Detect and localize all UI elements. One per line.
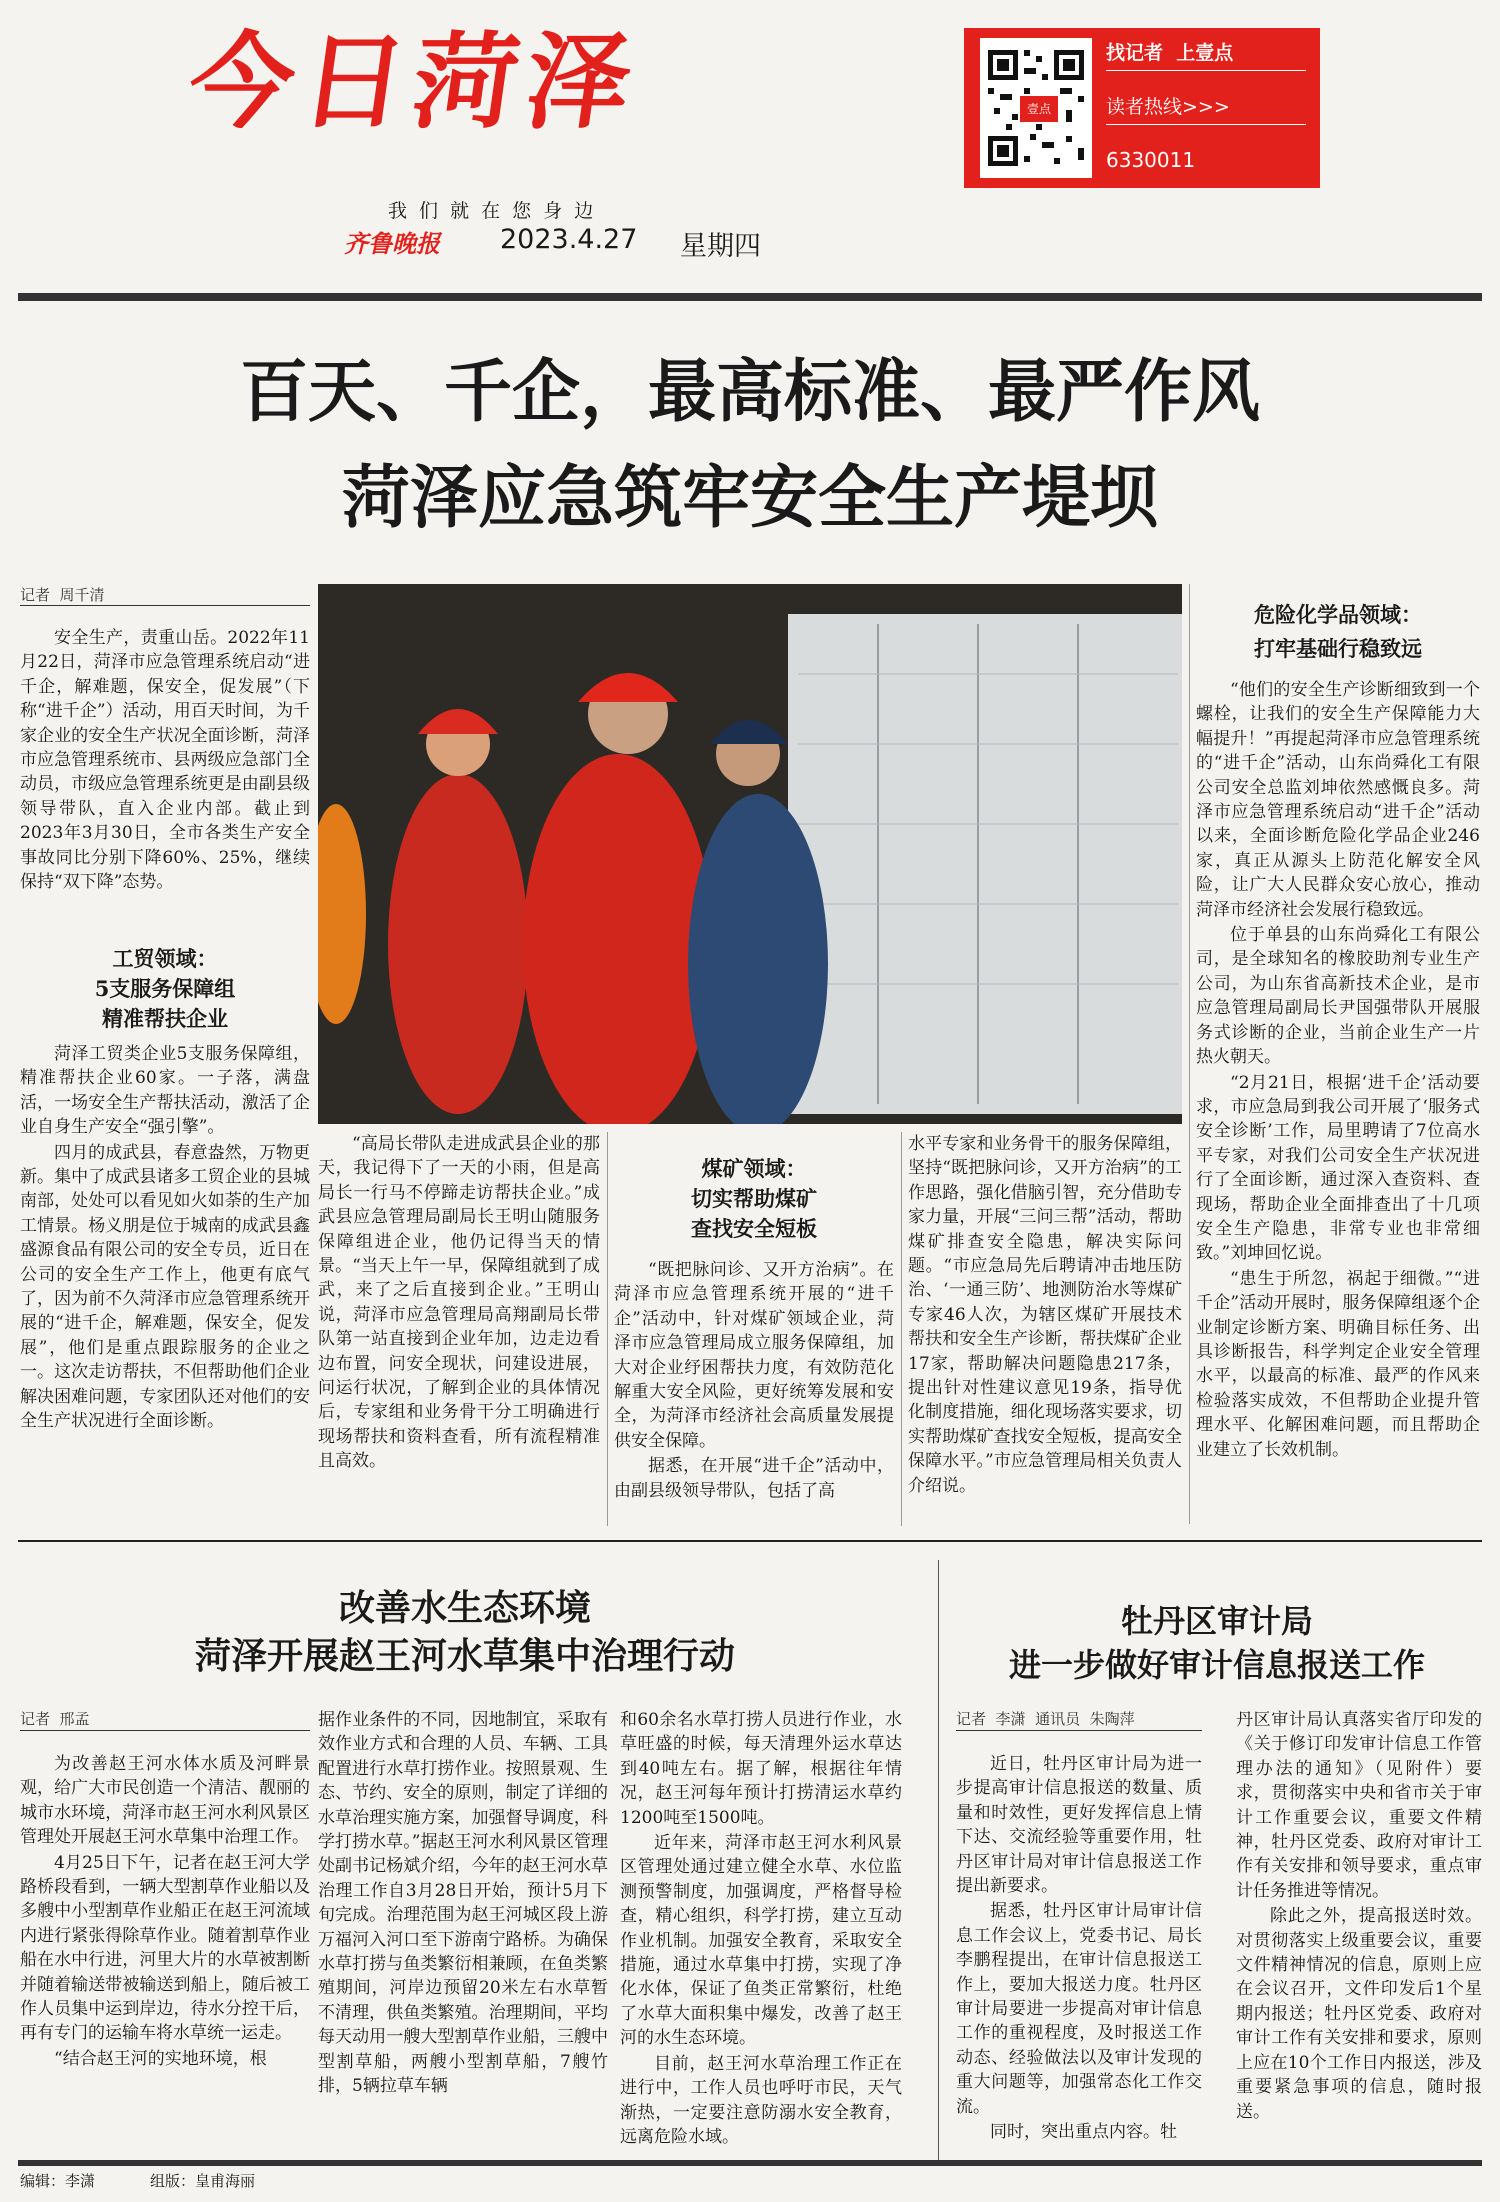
lead-col-3	[614, 1258, 894, 1526]
paragraph: 安全生产，责重山岳。2022年11月22日，菏泽市应急管理系统启动“进千企，解难题，保安全，促发展”（下称“进千企”）活动，用百天时间，为千家企业的安全生产状况全面诊断，菏泽市应急管理系统市、县两级应急部门全动员，市级应急管理系统更是由副县级领导带队，直入企业内部。截止到2023年3月30日，全市各类生产安全事故同比分别下降60%、25%，继续保持“双下降”态势。	[20, 628, 310, 893]
paragraph: “患生于所忽，祸起于细微。”“进千企”活动开展时，服务保障组逐个企业制定诊断方案、明确目标任务、出具诊断报告，科学判定企业安全管理水平，以最高的标准、最严的作风来检验落实成效，不但帮助企业提升管理水平、化解困难问题，而且帮助企业建立了长效机制。	[1196, 1268, 1480, 1460]
paragraph: 水平专家和业务骨干的服务保障组，坚持“既把脉问诊，又开方治病”的工作思路，强化借脑引智，充分借助专家力量，开展“三问三帮”活动，帮助煤矿排查安全隐患，解决实际问题。“市应急局先后聘请冲击地压防治、‘一通三防’、地测防治水等煤矿专家46人次，为辖区煤矿开展技术帮扶和安全生产诊断，帮扶煤矿企业17家，帮助解决问题隐患217条，提出针对性建议意见19条，指导优化制度措施，细化现场落实要求，切实帮助煤矿查找安全短板，提高安全保障水平。”市应急管理局相关负责人介绍说。	[908, 1134, 1182, 1496]
story3-headline-2: 进一步做好审计信息报送工作	[1008, 1646, 1425, 1684]
reader-hotline: 6330011	[1106, 148, 1196, 172]
paragraph: 近日，牡丹区审计局为进一步提高审计信息报送的数量、质量和时效性，更好发挥信息上情下达、交流经验等重要作用，牡丹区审计局对审计信息报送工作提出新要求。	[956, 1754, 1202, 1897]
story2-byline: 记者 邢孟	[20, 1710, 90, 1728]
paragraph: 四月的成武县，春意盎然，万物更新。集中了成武县诸多工贸企业的县城南部，处处可以看见如火如荼的生产加工情景。杨义朋是位于城南的成武县鑫盛源食品有限公司的安全专员，近日在公司的安全生产工作上，他更有底气了，因为前不久菏泽市应急管理系统开展的“进千企，解难题，保安全，促发展”，他们是重点跟踪服务的企业之一。这次走访帮扶，不但帮助他们企业解决困难问题，专家团队还对他们的安全生产状况进行全面诊断。	[20, 1142, 310, 1432]
paragraph: 同时，突出重点内容。牡	[990, 2122, 1177, 2143]
paragraph: 据作业条件的不同，因地制宜，采取有效作业方式和合理的人员、车辆、工具配置进行水草打捞作业。按照景观、生态、节约、安全的原则，制定了详细的水草治理实施方案，加强督导调度，科学打捞水草。”据赵王河水利风景区管理处副书记杨斌介绍，今年的赵王河水草治理工作自3月28日开始，预计5月下旬完成。治理范围为赵王河城区段上游万福河入河口至下游南宁路桥。为确保水草打捞与鱼类繁衍相兼顾，在鱼类繁殖期间，河岸边预留20米左右水草暂不清理，供鱼类繁殖。治理期间，平均每天动用一艘大型割草作业船，三艘中型割草船，两艘小型割草船，7艘竹排，5辆拉草车辆	[318, 1710, 608, 2097]
paragraph: “他们的安全生产诊断细致到一个螺栓，让我们的安全生产保障能力大幅提升！”再提起菏泽市应急管理系统的“进千企”活动，山东尚舜化工有限公司安全总监刘坤依然感慨良多。菏泽市应急管理系统启动“进千企”活动以来，全面诊断危险化学品企业246家，真正从源头上防范化解安全风险，让广大人民群众安心放心，推动菏泽市经济社会发展行稳致远。	[1196, 680, 1480, 920]
subhead-line: 切实帮助煤矿	[691, 1186, 817, 1211]
lead-headline-2: 菏泽应急筑牢安全生产堤坝	[341, 458, 1158, 538]
subhead-line: 煤矿领域：	[701, 1156, 807, 1181]
promo-line-2: 读者热线>>>	[1106, 96, 1230, 118]
lead-byline: 记者 周千清	[20, 586, 105, 604]
subhead-line: 打牢基础行稳致远	[1254, 636, 1422, 661]
subhead-line: 精准帮扶企业	[102, 1006, 228, 1031]
subhead-line: 5支服务保障组	[94, 976, 236, 1001]
paragraph: “2月21日，根据‘进千企’活动要求，市应急局到我公司开展了‘服务式安全诊断’工作，局里聘请了7位高水平专家，对我们公司安全生产状况进行了全面诊断，通过深入查资料、查现场，帮助企业全面排查出了十几项安全生产隐患，非常专业也非常细致。”刘坤回忆说。	[1196, 1072, 1480, 1264]
paragraph: “高局长带队走进成武县企业的那天，我记得下了一天的小雨，但是高局长一行马不停蹄走访帮扶企业。”成武县应急管理局副局长王明山随服务保障组进企业，他仍记得当天的情景。“当天上午一早，保障组就到了成武，来了之后直接到企业。”王明山说，菏泽市应急管理局高翔副局长带队第一站直接到企业年加，边走边看边布置，问安全现状，问建设进展，问运行状况，了解到企业的具体情况后，专家组和业务骨干分工明确进行现场帮扶和资料查看，所有流程精准且高效。	[318, 1134, 600, 1472]
subhead-chemicals	[1196, 598, 1480, 666]
paragraph: 据悉，牡丹区审计局审计信息工作会议上，党委书记、局长李鹏程提出，在审计信息报送工作上，要加大报送力度。牡丹区审计局要进一步提高对审计信息工作的重视程度，及时报送工作动态、经验做法以及审计发现的重大问题等，加强常态化工作交流。	[956, 1901, 1202, 2117]
footer-editor: 编辑：李潇	[20, 2172, 96, 2190]
paragraph: 据悉，在开展“进千企”活动中，由副县级领导带队，包括了高	[614, 1456, 894, 1501]
paragraph: 和60余名水草打捞人员进行作业，水草旺盛的时候，每天清理外运水草达到40吨左右。据了解，根据往年情况，赵王河每年预计打捞清运水草约1200吨至1500吨。	[620, 1710, 902, 1828]
paragraph: “结合赵王河的实地环境，根	[54, 2048, 267, 2069]
subhead-coal	[614, 1154, 894, 1244]
qr-code[interactable]	[980, 38, 1092, 178]
paragraph: 丹区审计局认真落实省厅印发的《关于修订印发审计信息工作管理办法的通知》（见附件）要求，贯彻落实中央和省市关于审计工作重要会议，重要文件精神，牡丹区党委、政府对审计工作有关安排和领导要求，重点审计任务推进等情况。	[1236, 1710, 1482, 1901]
masthead-rule	[18, 293, 1482, 301]
paragraph: 目前，赵王河水草治理工作正在进行中，工作人员也呼吁市民，天气渐热，一定要注意防溺水安全教育，远离危险水域。	[620, 2053, 902, 2147]
qr-badge: 壹点	[1018, 94, 1060, 124]
paragraph: 菏泽工贸类企业5支服务保障组，精准帮扶企业60家。一子落，满盘活，一场安全生产帮扶活动，激活了企业自身生产安全“强引擎”。	[20, 1044, 310, 1138]
story2-headline-2: 菏泽开展赵王河水草集中治理行动	[194, 1635, 735, 1677]
paragraph: “既把脉问诊、又开方治病”。在菏泽市应急管理系统开展的“进千企”活动中，针对煤矿领域企业，菏泽市应急管理局成立服务保障组，加大对企业纾困帮扶力度，有效防范化解重大安全风险，更好统筹发展和安全，为菏泽市经济社会高质量发展提供安全保障。	[614, 1260, 894, 1451]
story2-col-2	[318, 1708, 608, 2152]
paragraph: 近年来，菏泽市赵王河水利风景区管理处通过建立健全水草、水位监测预警制度，加强调度，严格督导检查，精心组织，科学打捞，建立互动作业机制。加强安全教育，采取安全措施，通过水草集中打捞，实现了净化水体，保证了鱼类正常繁衍，杜绝了水草大面积集中爆发，改善了赵王河的水生态环境。	[620, 1833, 902, 2049]
lead-headline-1: 百天、千企，最高标准、最严作风	[239, 352, 1260, 432]
lead-col-1b	[20, 1042, 310, 1526]
lead-col-4	[908, 1132, 1182, 1526]
story2-headline-1: 改善水生态环境	[338, 1587, 591, 1629]
masthead-title: 今日菏泽	[181, 21, 647, 143]
paper-name-logo: 齐鲁晚报	[344, 229, 440, 258]
subhead-line: 查找安全短板	[691, 1216, 817, 1241]
paragraph: 除此之外，提高报送时效。对贯彻落实上级重要会议，重要文件精神情况的信息，原则上应在会议召开，文件印发后1个星期内报送；牡丹区党委、政府对审计工作有关安排和要求，原则上应在10个工作日内报送，涉及重要紧急事项的信息，随时报送。	[1236, 1906, 1482, 2122]
subhead-trade	[20, 944, 310, 1034]
footer-rule	[18, 2160, 1482, 2166]
lead-col-5	[1196, 678, 1480, 1526]
lead-photo	[318, 584, 1182, 1124]
footer-layout: 组版：皇甫海丽	[150, 2172, 256, 2190]
promo-box	[964, 28, 1320, 188]
issue-weekday: 星期四	[680, 231, 761, 262]
story2-col-3	[620, 1708, 902, 2152]
story3-byline: 记者 李潇 通讯员 朱陶萍	[956, 1710, 1135, 1728]
lead-col-2	[318, 1132, 600, 1526]
lead-col-1	[20, 626, 310, 936]
promo-line-1: 找记者 上壹点	[1106, 42, 1234, 64]
story3-col-2	[1236, 1708, 1482, 2152]
masthead-slogan: 我 们 就 在 您 身 边	[388, 200, 597, 222]
issue-date: 2023.4.27	[500, 224, 638, 255]
subhead-line: 工贸领域：	[112, 946, 218, 971]
paragraph: 为改善赵王河水体水质及河畔景观，给广大市民创造一个清洁、靓丽的城市水环境，菏泽市赵王河水利风景区管理处开展赵王河水草集中治理工作。	[20, 1754, 310, 1848]
paragraph: 位于单县的山东尚舜化工有限公司，是全球知名的橡胶助剂专业生产公司，为山东省高新技术企业，是市应急管理局副局长尹国强带队开展服务式诊断的企业，当前企业生产一片热火朝天。	[1196, 925, 1480, 1068]
story2-col-1	[20, 1752, 310, 2152]
subhead-line: 危险化学品领域：	[1254, 602, 1422, 627]
section-divider	[18, 1540, 1482, 1542]
story3-headline-1: 牡丹区审计局	[1120, 1602, 1313, 1640]
story3-col-1	[956, 1752, 1202, 2152]
paragraph: 4月25日下午，记者在赵王河大学路桥段看到，一辆大型割草作业船以及多艘中小型割草作业船正在赵王河流域内进行紧张得除草作业。随着割草作业船在水中行进，河里大片的水草被割断并随着输送带被输送到船上，随后被工作人员集中运到岸边，待水分控干后，再有专门的运输车将水草统一运走。	[20, 1852, 310, 2044]
